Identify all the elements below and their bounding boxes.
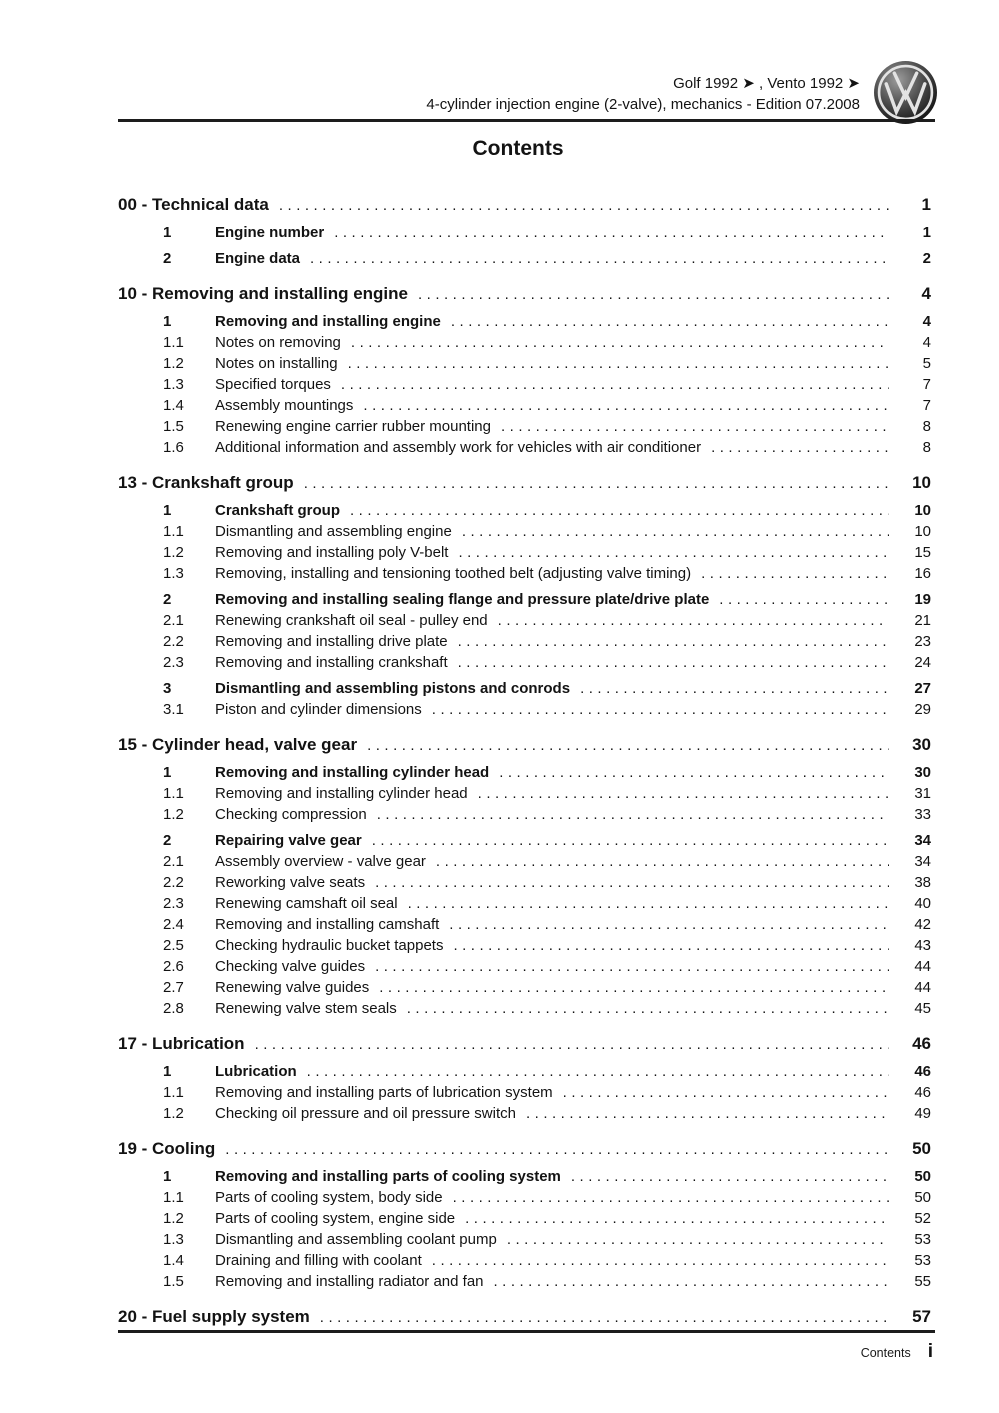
dot-leader — [418, 284, 889, 306]
dot-leader — [367, 735, 889, 757]
page-number: 46 — [914, 1084, 931, 1101]
page-number: 7 — [922, 397, 931, 414]
toc-item-row — [118, 1250, 931, 1271]
chapter-label: 20 - Fuel supply system — [118, 1307, 310, 1326]
toc-item-row — [118, 1103, 931, 1124]
dot-leader — [372, 830, 889, 851]
page-number: 31 — [914, 785, 931, 802]
toc-item-row — [118, 977, 931, 998]
item-number: 1.5 — [163, 1273, 184, 1290]
item-number: 1.3 — [163, 565, 184, 582]
toc-item-row — [118, 699, 931, 720]
toc-item-row — [118, 222, 931, 243]
item-number: 1.2 — [163, 355, 184, 372]
item-number: 1 — [163, 1168, 172, 1185]
toc-section — [118, 1033, 931, 1124]
dot-leader — [507, 1229, 889, 1250]
item-title: Dismantling and assembling coolant pump — [215, 1231, 497, 1248]
item-title: Removing and installing engine — [215, 313, 441, 330]
page-number: 34 — [914, 853, 931, 870]
page-number: 27 — [914, 680, 931, 697]
item-title: Renewing valve stem seals — [215, 1000, 397, 1017]
toc-item-row — [118, 872, 931, 893]
item-title: Removing and installing sealing flange and pressure plate/drive plate — [215, 591, 710, 608]
dot-leader — [436, 851, 889, 872]
item-number: 1 — [163, 764, 172, 781]
item-title: Dismantling and assembling pistons and conrods — [215, 680, 571, 697]
item-number: 1.1 — [163, 785, 184, 802]
dot-leader — [449, 914, 889, 935]
toc-item-row — [118, 652, 931, 673]
item-title: Engine data — [215, 250, 301, 267]
toc-item-row — [118, 956, 931, 977]
dot-leader — [377, 804, 889, 825]
toc-item-row — [118, 374, 931, 395]
toc-item-row — [118, 248, 931, 269]
item-title: Dismantling and assembling engine — [215, 523, 452, 540]
item-title: Checking compression — [215, 806, 367, 823]
toc-item-row — [118, 914, 931, 935]
item-number: 1.2 — [163, 1105, 184, 1122]
toc-item-row — [118, 851, 931, 872]
page-number: 53 — [914, 1252, 931, 1269]
item-number: 1.1 — [163, 523, 184, 540]
header-edition: 4-cylinder injection engine (2-valve), mechanics - Edition 07.2008 — [426, 96, 860, 113]
item-title: Crankshaft group — [215, 502, 341, 519]
toc-item-row — [118, 935, 931, 956]
item-title: Parts of cooling system, engine side — [215, 1210, 456, 1227]
header-rule — [118, 119, 935, 122]
footer-section-label: Contents — [860, 1346, 911, 1360]
item-title: Lubrication — [215, 1063, 297, 1080]
item-title: Assembly mountings — [215, 397, 354, 414]
dot-leader — [580, 678, 889, 699]
item-number: 1.2 — [163, 1210, 184, 1227]
toc-section — [118, 734, 931, 1019]
page-number: 8 — [922, 439, 931, 456]
dot-leader — [451, 311, 889, 332]
page-number: 44 — [914, 958, 931, 975]
item-number: 1 — [163, 224, 172, 241]
item-number: 3 — [163, 680, 172, 697]
dot-leader — [499, 762, 889, 783]
item-number: 1.2 — [163, 544, 184, 561]
chapter-label: 17 - Lubrication — [118, 1034, 245, 1053]
toc-item-row — [118, 1187, 931, 1208]
dot-leader — [458, 652, 889, 673]
dot-leader — [407, 998, 889, 1019]
item-title: Removing and installing poly V-belt — [215, 544, 449, 561]
item-title: Removing and installing camshaft — [215, 916, 440, 933]
page-number: 15 — [914, 544, 931, 561]
chapter-label: 13 - Crankshaft group — [118, 473, 294, 492]
item-title: Checking hydraulic bucket tappets — [215, 937, 444, 954]
page-number: 29 — [914, 701, 931, 718]
toc-section-items — [118, 762, 931, 1019]
dot-leader — [478, 783, 889, 804]
item-title: Removing and installing parts of cooling system — [215, 1168, 561, 1185]
page-number: 4 — [921, 284, 931, 303]
page-number: 5 — [922, 355, 931, 372]
item-number: 2.8 — [163, 1000, 184, 1017]
dot-leader — [348, 353, 889, 374]
item-number: 1.3 — [163, 1231, 184, 1248]
toc-item-row — [118, 1061, 931, 1082]
item-title: Removing and installing cylinder head — [215, 764, 490, 781]
item-number: 2.3 — [163, 895, 184, 912]
dot-leader — [526, 1103, 889, 1124]
item-number: 1.4 — [163, 1252, 184, 1269]
page-title: Contents — [472, 137, 564, 160]
dot-leader — [310, 248, 889, 269]
item-number: 1.6 — [163, 439, 184, 456]
item-title: Reworking valve seats — [215, 874, 366, 891]
toc-section — [118, 194, 931, 269]
toc-item-row — [118, 353, 931, 374]
page-number: 1 — [921, 195, 931, 214]
item-title: Parts of cooling system, body side — [215, 1189, 443, 1206]
toc-item-row — [118, 1166, 931, 1187]
item-title: Specified torques — [215, 376, 331, 393]
dot-leader — [225, 1139, 889, 1161]
toc-section-items — [118, 1166, 931, 1292]
dot-leader — [458, 631, 889, 652]
page-header — [426, 73, 860, 115]
page-number: 24 — [914, 654, 931, 671]
item-number: 3.1 — [163, 701, 184, 718]
dot-leader — [334, 222, 889, 243]
toc-item-row — [118, 610, 931, 631]
toc-chapter-row — [118, 194, 931, 217]
page-number: 55 — [914, 1273, 931, 1290]
page-number: 43 — [914, 937, 931, 954]
toc-section — [118, 1138, 931, 1292]
page-number: 45 — [914, 1000, 931, 1017]
item-title: Piston and cylinder dimensions — [215, 701, 422, 718]
item-title: Notes on installing — [215, 355, 338, 372]
item-title: Renewing valve guides — [215, 979, 370, 996]
chapter-label: 19 - Cooling — [118, 1139, 216, 1158]
dot-leader — [375, 872, 889, 893]
page-number: 21 — [914, 612, 931, 629]
item-title: Checking oil pressure and oil pressure switch — [215, 1105, 516, 1122]
page-number: 44 — [914, 979, 931, 996]
toc-section-items — [118, 500, 931, 720]
page-number: 2 — [922, 250, 931, 267]
footer-page-number: i — [927, 1341, 933, 1362]
page-number: 50 — [912, 1139, 931, 1158]
toc-item-row — [118, 395, 931, 416]
item-number: 1 — [163, 313, 172, 330]
toc-item-row — [118, 893, 931, 914]
item-number: 1.5 — [163, 418, 184, 435]
dot-leader — [307, 1061, 889, 1082]
toc-item-row — [118, 542, 931, 563]
item-number: 1.3 — [163, 376, 184, 393]
item-number: 2 — [163, 591, 172, 608]
toc-item-row — [118, 1208, 931, 1229]
page-number: 50 — [914, 1189, 931, 1206]
dot-leader — [432, 699, 889, 720]
item-title: Assembly overview - valve gear — [215, 853, 426, 870]
item-number: 1.2 — [163, 806, 184, 823]
page-number: 10 — [914, 523, 931, 540]
toc-chapter-row — [118, 283, 931, 306]
item-title: Draining and filling with coolant — [215, 1252, 422, 1269]
item-number: 2.2 — [163, 874, 184, 891]
item-number: 2.2 — [163, 633, 184, 650]
dot-leader — [494, 1271, 890, 1292]
item-number: 2.7 — [163, 979, 184, 996]
toc-item-row — [118, 416, 931, 437]
toc-item-row — [118, 437, 931, 458]
dot-leader — [279, 195, 889, 217]
dot-leader — [563, 1082, 889, 1103]
toc-chapter-row — [118, 734, 931, 757]
toc-chapter-row — [118, 1306, 931, 1329]
toc-item-row — [118, 830, 931, 851]
dot-leader — [375, 956, 889, 977]
chapter-label: 00 - Technical data — [118, 195, 269, 214]
item-number: 2.3 — [163, 654, 184, 671]
dot-leader — [453, 935, 889, 956]
toc-chapter-row — [118, 1138, 931, 1161]
item-title: Removing and installing drive plate — [215, 633, 448, 650]
page-number: 30 — [912, 735, 931, 754]
page-number: 10 — [914, 502, 931, 519]
item-number: 2.6 — [163, 958, 184, 975]
item-number: 2.1 — [163, 853, 184, 870]
page-number: 42 — [914, 916, 931, 933]
item-number: 2.4 — [163, 916, 184, 933]
dot-leader — [363, 395, 889, 416]
page-number: 52 — [914, 1210, 931, 1227]
item-number: 2 — [163, 832, 172, 849]
item-title: Checking valve guides — [215, 958, 366, 975]
page-number: 49 — [914, 1105, 931, 1122]
dot-leader — [320, 1307, 889, 1329]
toc-item-row — [118, 563, 931, 584]
item-title: Removing and installing radiator and fan — [215, 1273, 484, 1290]
page-number: 57 — [912, 1307, 931, 1326]
dot-leader — [462, 521, 889, 542]
page-number: 46 — [912, 1034, 931, 1053]
page-number: 46 — [914, 1063, 931, 1080]
page-number: 4 — [922, 313, 931, 330]
page-number: 1 — [922, 224, 931, 241]
item-number: 1.1 — [163, 1084, 184, 1101]
toc-item-row — [118, 311, 931, 332]
dot-leader — [379, 977, 889, 998]
toc-item-row — [118, 998, 931, 1019]
dot-leader — [719, 589, 889, 610]
page-number: 7 — [922, 376, 931, 393]
page-number: 10 — [912, 473, 931, 492]
toc-item-row — [118, 521, 931, 542]
dot-leader — [350, 500, 889, 521]
item-number: 2 — [163, 250, 172, 267]
dot-leader — [571, 1166, 889, 1187]
page-number: 19 — [914, 591, 931, 608]
item-number: 1 — [163, 502, 172, 519]
item-number: 1 — [163, 1063, 172, 1080]
toc-item-row — [118, 1229, 931, 1250]
item-number: 1.1 — [163, 1189, 184, 1206]
toc-section — [118, 283, 931, 458]
item-title: Removing, installing and tensioning toothed belt (adjusting valve timing) — [215, 565, 692, 582]
toc-section-items — [118, 1061, 931, 1124]
chapter-label: 15 - Cylinder head, valve gear — [118, 735, 358, 754]
item-number: 2.5 — [163, 937, 184, 954]
page-number: 40 — [914, 895, 931, 912]
chapter-label: 10 - Removing and installing engine — [118, 284, 408, 303]
page-number: 38 — [914, 874, 931, 891]
toc-section — [118, 1306, 931, 1329]
item-title: Removing and installing parts of lubrication system — [215, 1084, 553, 1101]
page-number: 23 — [914, 633, 931, 650]
header-models: Golf 1992 ➤ , Vento 1992 ➤ — [673, 75, 860, 92]
footer-rule — [118, 1330, 935, 1333]
dot-leader — [408, 893, 889, 914]
toc-item-row — [118, 1271, 931, 1292]
item-title: Repairing valve gear — [215, 832, 362, 849]
dot-leader — [458, 542, 889, 563]
dot-leader — [351, 332, 889, 353]
toc-item-row — [118, 631, 931, 652]
item-number: 1.4 — [163, 397, 184, 414]
dot-leader — [304, 473, 889, 495]
dot-leader — [255, 1034, 889, 1056]
toc-item-row — [118, 783, 931, 804]
vw-logo-icon — [873, 60, 938, 125]
toc-section — [118, 472, 931, 720]
toc-item-row — [118, 762, 931, 783]
page-number: 8 — [922, 418, 931, 435]
page-number: 34 — [914, 832, 931, 849]
dot-leader — [501, 416, 889, 437]
dot-leader — [711, 437, 889, 458]
item-title: Notes on removing — [215, 334, 341, 351]
item-title: Renewing camshaft oil seal — [215, 895, 398, 912]
item-title: Engine number — [215, 224, 325, 241]
item-title: Removing and installing crankshaft — [215, 654, 448, 671]
page-number: 16 — [914, 565, 931, 582]
item-number: 2.1 — [163, 612, 184, 629]
item-title: Removing and installing cylinder head — [215, 785, 468, 802]
dot-leader — [701, 563, 889, 584]
dot-leader — [432, 1250, 889, 1271]
page-number: 33 — [914, 806, 931, 823]
page-number: 53 — [914, 1231, 931, 1248]
table-of-contents — [118, 194, 935, 1334]
toc-item-row — [118, 804, 931, 825]
page-footer — [861, 1341, 933, 1363]
item-title: Renewing engine carrier rubber mounting — [215, 418, 491, 435]
toc-item-row — [118, 678, 931, 699]
dot-leader — [465, 1208, 889, 1229]
toc-section-items — [118, 222, 931, 269]
item-title: Additional information and assembly work for vehicles with air conditioner — [215, 439, 702, 456]
toc-section-items — [118, 311, 931, 458]
toc-item-row — [118, 500, 931, 521]
toc-item-row — [118, 589, 931, 610]
dot-leader — [498, 610, 889, 631]
page-number: 4 — [922, 334, 931, 351]
item-number: 1.1 — [163, 334, 184, 351]
dot-leader — [341, 374, 889, 395]
page-number: 30 — [914, 764, 931, 781]
item-title: Renewing crankshaft oil seal - pulley end — [215, 612, 488, 629]
toc-item-row — [118, 332, 931, 353]
toc-chapter-row — [118, 472, 931, 495]
toc-chapter-row — [118, 1033, 931, 1056]
toc-item-row — [118, 1082, 931, 1103]
dot-leader — [453, 1187, 889, 1208]
page-number: 50 — [914, 1168, 931, 1185]
